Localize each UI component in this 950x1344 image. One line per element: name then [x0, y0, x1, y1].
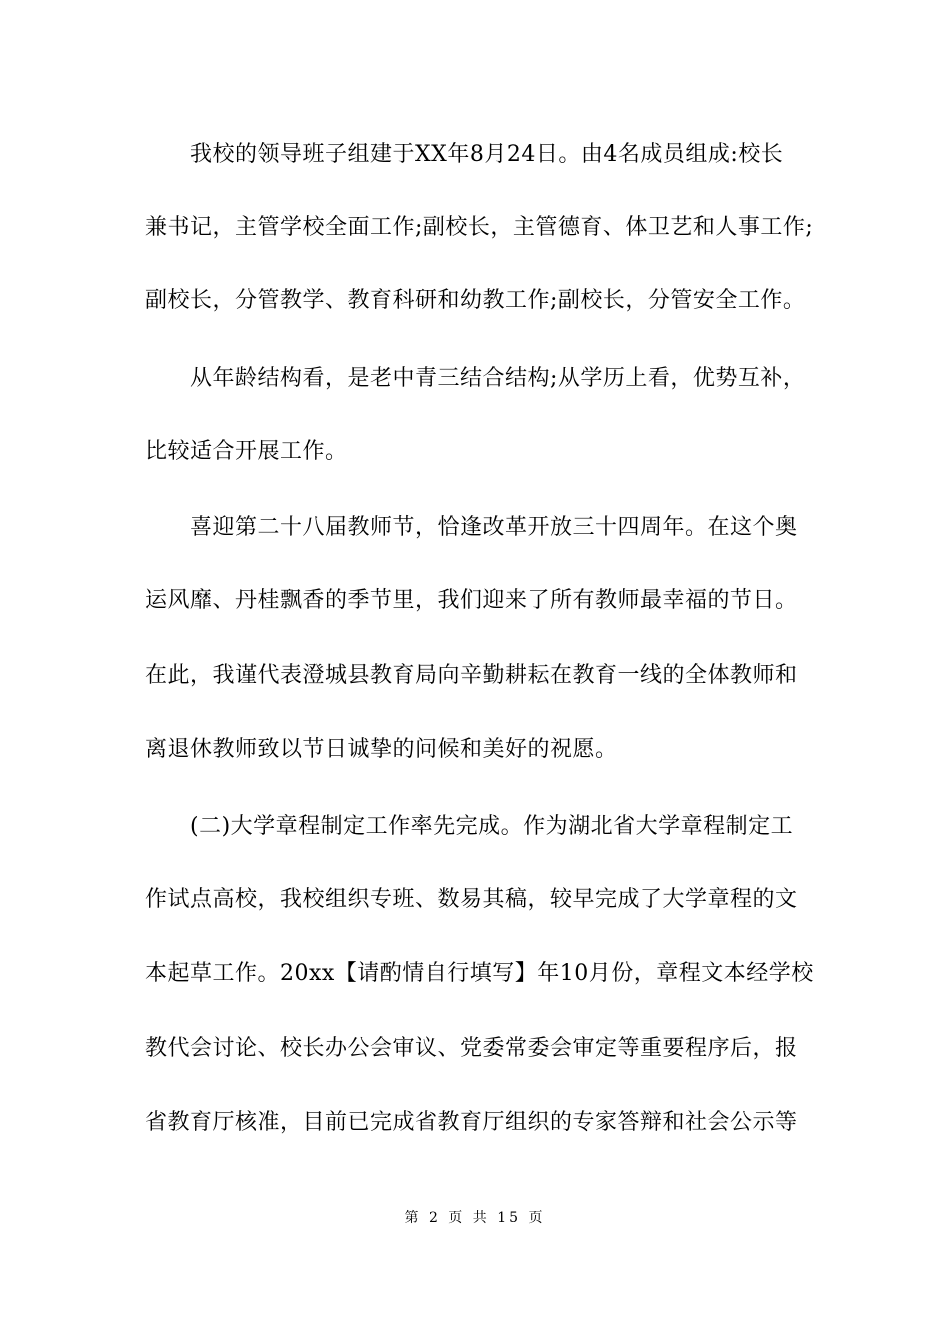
paragraph-3-line-1: 喜迎第二十八届教师节，恰逢改革开放三十四周年。在这个奥: [190, 515, 798, 540]
paragraph-4-line-3: 本起草工作。20xx【请酌情自行填写】年10月份，章程文本经学校: [145, 961, 814, 986]
paragraph-4-line-5: 省教育厅核准，目前已完成省教育厅组织的专家答辩和社会公示等: [145, 1110, 798, 1135]
paragraph-1-line-2: 兼书记，主管学校全面工作;副校长，主管德育、体卫艺和人事工作;: [145, 215, 814, 240]
paragraph-3-line-3: 在此，我谨代表澄城县教育局向辛勤耕耘在教育一线的全体教师和: [145, 663, 798, 688]
paragraph-1-line-1: 我校的领导班子组建于XX年8月24日。由4名成员组成:校长: [190, 142, 784, 167]
paragraph-1-line-3: 副校长，分管教学、教育科研和幼教工作;副校长，分管安全工作。: [145, 288, 806, 313]
paragraph-3-line-4: 离退休教师致以节日诚挚的问候和美好的祝愿。: [145, 737, 618, 762]
paragraph-4-line-4: 教代会讨论、校长办公会审议、党委常委会审定等重要程序后，报: [145, 1036, 798, 1061]
paragraph-4-line-2: 作试点高校，我校组织专班、数易其稿，较早完成了大学章程的文: [145, 887, 798, 912]
paragraph-3-line-2: 运风靡、丹桂飘香的季节里，我们迎来了所有教师最幸福的节日。: [145, 588, 798, 613]
paragraph-2-line-1: 从年龄结构看，是老中青三结合结构;从学历上看，优势互补，: [190, 366, 806, 391]
paragraph-4-line-1: (二)大学章程制定工作率先完成。作为湖北省大学章程制定工: [190, 814, 794, 839]
paragraph-2-line-2: 比较适合开展工作。: [145, 439, 348, 464]
page-number-footer: 第 2 页 共 15 页: [404, 1210, 546, 1226]
